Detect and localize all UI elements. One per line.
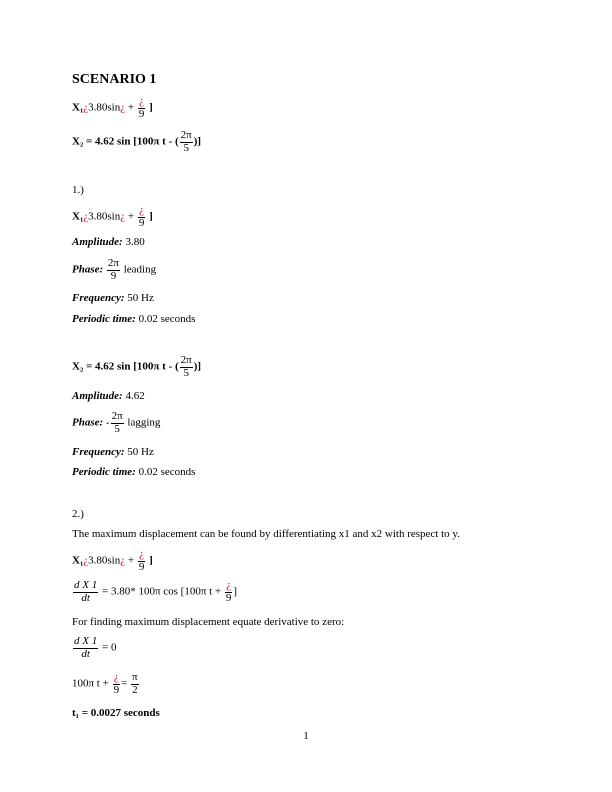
x1-amp: 3.80 [88, 101, 108, 114]
fraction-den: 9 [138, 107, 145, 120]
fraction [138, 96, 146, 120]
x1-equation-2 [72, 205, 153, 229]
glyph: ¿ [120, 101, 126, 114]
x2-amplitude: Amplitude: 4.62 [72, 390, 145, 402]
x2-equation-2 [72, 355, 201, 379]
glyph: ¿ [83, 210, 89, 223]
x1-phase: Phase: $\frac{2\pi}{9}$ leading [72, 257, 157, 282]
solve-equation: 100π t + ¿ 9 = $\frac{\pi}{2}$ [72, 671, 138, 696]
intro-text: The maximum displacement can be found by differentiating x1 and x2 with respect to y. [72, 528, 460, 540]
x1-sin: sin [107, 101, 121, 114]
question-1-number: 1.) [72, 184, 84, 196]
question-2-number: 2.) [72, 508, 84, 520]
derivative-zero: $\frac{\text{d X 1}}{dt}$ = 0 [74, 635, 117, 660]
fraction: $\frac{2\pi}{5}$ [180, 354, 192, 379]
fraction: ¿ 9 [113, 671, 120, 696]
plus: + [127, 101, 135, 114]
glyph: ¿ [120, 210, 126, 223]
derivative-equation: $\frac{\text{d X 1}}{dt}$ = 3.80* 100π cos [100π t + ¿ 9 ] [74, 579, 238, 604]
fraction: $\frac{2\pi}{5}$ [111, 410, 123, 435]
x1-period: Periodic time: 0.02 seconds [72, 313, 196, 325]
fraction-num: ¿ [139, 95, 145, 107]
bracket: ] [149, 210, 153, 223]
fraction: $\frac{\pi}{2}$ [132, 671, 138, 696]
bracket: ] [149, 101, 153, 114]
x1-amplitude: Amplitude: 3.80 [72, 236, 145, 248]
fraction-num: ¿ [139, 204, 145, 216]
equate-text: For finding maximum displacement equate derivative to zero: [72, 616, 345, 628]
scenario-title: SCENARIO 1 [72, 72, 157, 87]
x2-equation-1 [72, 130, 201, 154]
x1-label: X₁ [72, 554, 84, 567]
x2-close: )] [193, 360, 202, 373]
x1-label: X₁ [72, 210, 84, 223]
fraction-den: 5 [183, 141, 189, 154]
x1-amp: 3.80 [88, 210, 108, 223]
x1-amp: 3.80 [88, 554, 108, 567]
glyph: ¿ [120, 554, 126, 567]
result: t₁ = 0.0027 seconds [72, 707, 160, 719]
x1-sin: sin [107, 554, 121, 567]
fraction-den: 9 [138, 216, 145, 229]
glyph: ¿ [83, 554, 89, 567]
x1-equation-3 [72, 549, 153, 573]
x2-text: X₂ = 4.62 sin [100π t - ( [72, 135, 179, 148]
plus: + [127, 210, 135, 223]
bracket: ] [149, 554, 153, 567]
fraction: ¿ 9 [138, 548, 145, 573]
glyph: ¿ [83, 101, 89, 114]
fraction [138, 205, 146, 229]
derivative-fraction: $\frac{\text{d X 1}}{dt}$ [74, 579, 98, 604]
x2-phase: Phase: - $\frac{2\pi}{5}$ lagging [72, 410, 161, 435]
x1-equation-1 [72, 96, 153, 120]
x1-sin: sin [107, 210, 121, 223]
page-number: 1 [303, 730, 309, 742]
derivative-fraction: $\frac{\text{d X 1}}{dt}$ [74, 635, 98, 660]
x1-frequency: Frequency: 50 Hz [72, 292, 154, 304]
plus: + [127, 554, 135, 567]
fraction-num: 2π [180, 129, 192, 141]
x2-period: Periodic time: 0.02 seconds [72, 466, 196, 478]
derivative-rhs: = 3.80* 100π cos [100π t + [101, 585, 222, 598]
fraction: ¿ 9 [225, 579, 232, 604]
x2-close: )] [193, 135, 202, 148]
x2-frequency: Frequency: 50 Hz [72, 446, 154, 458]
x1-label: X₁ [72, 101, 84, 114]
fraction: $\frac{2\pi}{9}$ [107, 257, 119, 282]
x2-text: X₂ = 4.62 sin [100π t - ( [72, 360, 179, 373]
fraction [180, 130, 193, 154]
